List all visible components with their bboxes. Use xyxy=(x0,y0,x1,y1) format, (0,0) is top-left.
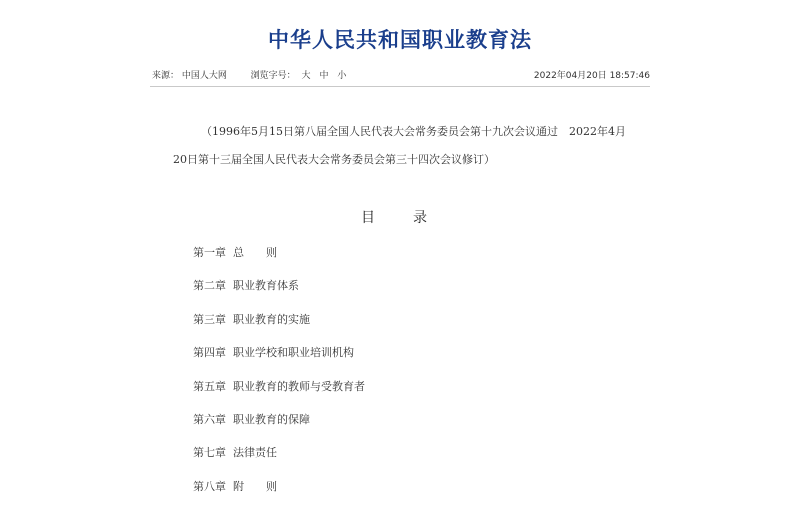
font-size-medium-link[interactable]: 中 xyxy=(319,71,329,81)
article-meta xyxy=(150,68,650,82)
meta-left xyxy=(152,68,349,81)
chapter-title: 附 则 xyxy=(233,479,277,493)
toc-item xyxy=(193,479,365,512)
chapter-title: 法律责任 xyxy=(233,446,277,460)
chapter-title: 职业教育的实施 xyxy=(233,312,310,326)
toc-heading: 目 录 xyxy=(361,210,439,226)
source-label: 来源： xyxy=(152,71,180,81)
chapter-number: 第八章 xyxy=(193,479,226,493)
chapter-title: 职业教育的保障 xyxy=(233,412,310,426)
chapter-number: 第一章 xyxy=(193,246,226,259)
table-of-contents xyxy=(193,245,365,512)
chapter-number: 第六章 xyxy=(193,412,226,426)
publish-datetime: 2022年04月20日 18:57:46 xyxy=(533,71,650,81)
toc-item xyxy=(193,379,365,412)
meta-divider xyxy=(150,86,650,87)
toc-item xyxy=(193,345,365,378)
source-value: 中国人大网 xyxy=(181,71,227,81)
chapter-number: 第五章 xyxy=(193,379,226,393)
font-size-large-link[interactable]: 大 xyxy=(301,71,311,81)
chapter-title: 职业教育的教师与受教育者 xyxy=(233,379,365,393)
toc-item xyxy=(193,312,365,345)
chapter-title: 职业教育体系 xyxy=(233,279,299,293)
toc-item xyxy=(193,445,365,478)
chapter-number: 第七章 xyxy=(193,446,226,460)
toc-item xyxy=(193,245,365,278)
law-adoption-note: （1996年5月15日第八届全国人民代表大会常务委员会第十九次会议通过 2022年4月20日第十三届全国人民代表大会常务委员会第三十四次会议修订） xyxy=(173,125,626,166)
chapter-title: 总 则 xyxy=(233,246,277,259)
page-title: 中华人民共和国职业教育法 xyxy=(268,27,532,52)
chapter-number: 第三章 xyxy=(193,312,226,326)
font-size-small-link[interactable]: 小 xyxy=(337,71,347,81)
toc-item xyxy=(193,412,365,445)
chapter-number: 第四章 xyxy=(193,346,226,360)
chapter-title: 职业学校和职业培训机构 xyxy=(233,346,354,360)
toc-item xyxy=(193,278,365,311)
font-size-label: 浏览字号： xyxy=(250,71,296,81)
chapter-number: 第二章 xyxy=(193,279,226,293)
